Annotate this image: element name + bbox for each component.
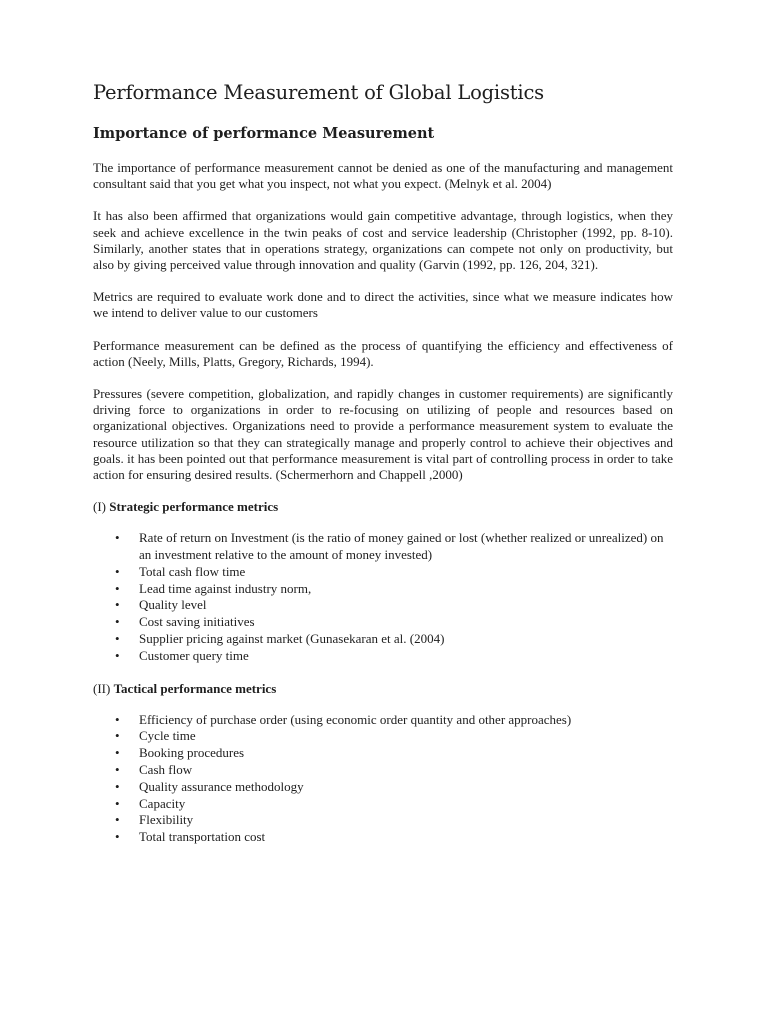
bullet-icon: • (115, 597, 120, 613)
list-item-text: Quality assurance methodology (139, 778, 304, 794)
list-item-text: Lead time against industry norm, (139, 580, 312, 596)
tactical-numeral: (II) (93, 680, 111, 696)
list-item (93, 829, 673, 846)
bullet-icon: • (115, 631, 120, 647)
list-item-text: Flexibility (139, 812, 194, 828)
list-item (93, 648, 673, 665)
list-item (93, 779, 673, 796)
tactical-metrics-heading (93, 681, 673, 697)
tactical-heading-text: Tactical performance metrics (113, 680, 277, 696)
bullet-icon: • (115, 745, 120, 761)
list-item (93, 581, 673, 598)
list-item-text: Rate of return on Investment (is the ratio of money gained or lost (whether realized or unrealized) on an investment relative to the amount of money invested) (139, 530, 664, 563)
bullet-icon: • (115, 711, 120, 727)
tactical-metrics-list (93, 712, 673, 846)
bullet-icon: • (115, 563, 120, 579)
bullet-icon: • (115, 812, 120, 828)
list-item (93, 728, 673, 745)
list-item-text: Booking procedures (139, 745, 245, 761)
strategic-numeral: (I) (93, 499, 106, 515)
bullet-icon: • (115, 614, 120, 630)
section-heading: Importance of performance Measurement (93, 125, 435, 142)
paragraph-competitive-advantage: It has also been affirmed that organizations would gain competitive advantage, through logistics, when they seek and achieve excellence in the twin peaks of cost and service leadership (Christopher (1992, pp. 8-10). Similarly, another states that in operations strategy, organizations can compete not only on productivity, but also by giving perceived value through innovation and quality (Garvin (1992, pp. 126, 204, 321). (93, 208, 673, 273)
list-item (93, 530, 673, 564)
list-item (93, 812, 673, 829)
list-item-text: Cost saving initiatives (139, 614, 255, 630)
list-item (93, 745, 673, 762)
list-item-text: Cycle time (139, 728, 196, 744)
list-item (93, 762, 673, 779)
list-item (93, 712, 673, 729)
list-item-text: Total cash flow time (139, 563, 246, 579)
bullet-icon: • (115, 647, 120, 663)
bullet-icon: • (115, 580, 120, 596)
list-item (93, 631, 673, 648)
bullet-icon: • (115, 762, 120, 778)
list-item (93, 597, 673, 614)
document-title: Performance Measurement of Global Logistics (93, 81, 544, 104)
paragraph-pressures: Pressures (severe competition, globalization, and rapidly changes in customer requirements) are significantly driving force to organizations in order to re-focusing on utilizing of people and resources based on organizational objectives. Organizations need to provide a performance measurement system to evaluate the resource utilization so that they can strategically manage and properly control to achieve their objectives and goals. it has been pointed out that performance measurement is vital part of controlling process in order to take action for ensuring desired results. (Schermerhorn and Chappell ,2000) (93, 386, 673, 483)
strategic-metrics-heading (93, 499, 673, 515)
strategic-metrics-list (93, 530, 673, 664)
list-item-text: Efficiency of purchase order (using economic order quantity and other approaches) (139, 711, 572, 727)
list-item (93, 614, 673, 631)
list-item-text: Supplier pricing against market (Gunasekaran et al. (2004) (139, 631, 445, 647)
bullet-icon: • (115, 829, 120, 845)
paragraph-importance: The importance of performance measurement cannot be denied as one of the manufacturing and management consultant said that you get what you inspect, not what you expect. (Melnyk et al. 2004) (93, 160, 673, 192)
list-item-text: Customer query time (139, 647, 249, 663)
list-item (93, 564, 673, 581)
bullet-icon: • (115, 795, 120, 811)
bullet-icon: • (115, 778, 120, 794)
strategic-heading-text: Strategic performance metrics (109, 499, 279, 515)
paragraph-definition: Performance measurement can be defined as the process of quantifying the efficiency and effectiveness of action (Neely, Mills, Platts, Gregory, Richards, 1994). (93, 337, 673, 369)
document-page (93, 80, 673, 862)
paragraph-metrics-required: Metrics are required to evaluate work done and to direct the activities, since what we measure indicates how we intend to deliver value to our customers (93, 289, 673, 321)
list-item-text: Quality level (139, 597, 207, 613)
list-item-text: Capacity (139, 795, 186, 811)
list-item (93, 796, 673, 813)
list-item-text: Cash flow (139, 762, 193, 778)
list-item-text: Total transportation cost (139, 829, 266, 845)
bullet-icon: • (115, 728, 120, 744)
bullet-icon: • (115, 530, 120, 546)
